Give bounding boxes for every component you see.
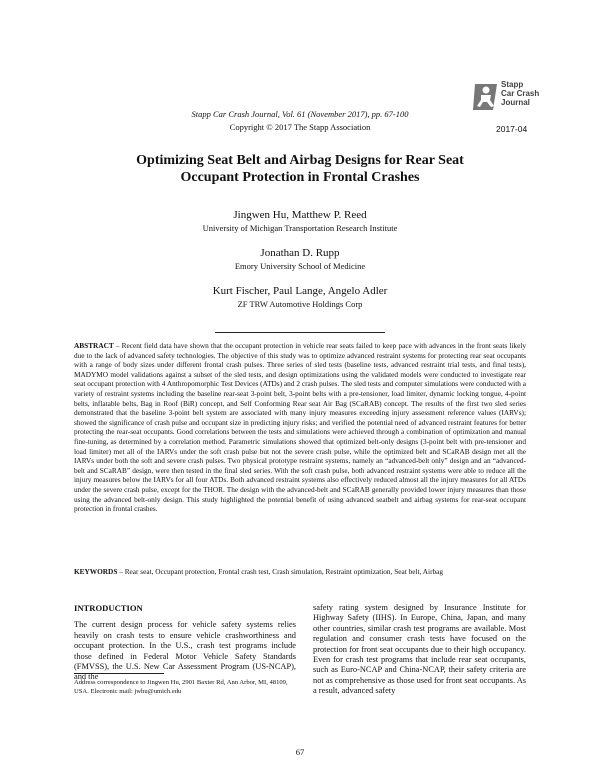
footnote-rule	[74, 673, 164, 674]
page-number: 67	[295, 747, 305, 757]
intro-paragraph-left: The current design process for vehicle safety systems relies heavily on crash tests to ensure vehicle crashworthiness and occupant protection. In the U.S., crash test programs include those defined in Federal Motor Vehicle Safety Standards (FMVSS), the U.S. New Car Assessment Program (US-NCAP), and the	[74, 620, 296, 682]
keywords	[74, 567, 526, 577]
section-heading: INTRODUCTION	[74, 603, 143, 613]
logo-line-1: Stapp	[501, 80, 524, 89]
crash-dummy-icon	[471, 78, 501, 114]
logo-text	[501, 80, 539, 107]
correspondence-footnote: Address correspondence to Jingwen Hu, 2901 Baxter Rd, Ann Arbor, MI, 48109, USA. Electronic mail: jwhu@umich.edu	[74, 679, 288, 695]
author-affiliation: University of Michigan Transportation Research Institute	[202, 223, 398, 233]
paper-number: 2017-04	[496, 124, 528, 134]
separator-rule	[215, 332, 385, 333]
intro-paragraph-right: safety rating system designed by Insurance Institute for Highway Safety (IIHS). In Europe, China, Japan, and many other countries, similar crash test programs are available. Most regulation and consumer crash tests have focused on the protection for front seat occupants due to their high occupancy. Even for crash test programs that include rear seat occupants, such as Euro-NCAP and China-NCAP, their safety criteria are not as comprehensive as those used for front seat occupants. As a result, advanced safety	[313, 603, 526, 696]
logo-line-2: Car Crash	[501, 89, 540, 98]
copyright-line: Copyright © 2017 The Stapp Association	[229, 122, 371, 132]
left-column	[74, 603, 296, 683]
journal-citation: Stapp Car Crash Journal, Vol. 61 (November 2017), pp. 67-100	[191, 109, 409, 119]
author-names: Jonathan D. Rupp	[260, 247, 340, 259]
abstract-text: – Recent field data have shown that the occupant protection in vehicle rear seats failed to keep pace with advances in the front seats likely due to the lack of advanced safety technologies. The objective of this study was to optimize advanced restraint systems for protecting rear seat occupants with a range of body sizes under different frontal crash pulses. Three series of sled tests (baseline tests, advanced restraint trial tests, and final tests), MADYMO model validations against a subset of the sled tests, and design optimizations using the validated models were conducted to investigate rear seat occupant protection with 4 Anthropomorphic Test Devices (ATDs) and 2 crash pulses. The sled tests and computer simulations were conducted with a variety of restraint systems including the baseline rear-seat 3-point belt, 3-point belts with a pre-tensioner, load limiter, dynamic locking tongue, 4-point belts, inflatable belts, Bag in Roof (BiR) concept, and Self Conforming Rear seat Air Bag (SCaRAB) concept. The results of the first two sled series demonstrated that the baseline 3-point belt system are associated with many injury measures exceeding injury assessment reference values (IARVs); showed the significance of crash pulse and occupant size in predicting injury risks; and verified the potential need of advanced restraint features for better protecting the rear-seat occupants. Good correlations between the tests and simulations were achieved through a combination of optimization and manual fine-tuning, as determined by a correlation method. Parametric simulations showed that optimized belt-only designs (3-point belt with pre-tensioner and load limiter) met all of the IARVs under the soft crash pulse but not the severe crash pulse, while the optimized belt and SCaRAB design met all the IARVs under both the soft and severe crash pulses. Two physical prototype restraint systems, namely an “advanced-belt only” design and an “advanced-belt and SCaRAB” design, were then tested in the final sled series. With the soft crash pulse, both advanced restraint systems were able to reduce all the injury measures below the IARVs for all four ATDs. Both advanced restraint systems also effectively reduced almost all the injury measures for all ATDs under the severe crash pulse, except for the THOR. The design with the advanced-belt and SCaRAB generally provided lower injury measures than those using the advanced belt-only design. This study highlighted the potential benefit of using advanced seatbelt and airbag systems for rear-seat occupant protection in frontal crashes.	[74, 341, 526, 514]
right-column	[313, 603, 526, 697]
abstract	[74, 341, 526, 514]
abstract-label: ABSTRACT	[74, 341, 114, 350]
author-names: Jingwen Hu, Matthew P. Reed	[233, 209, 367, 221]
logo-line-3: Journal	[501, 98, 530, 107]
paper-title	[80, 152, 520, 186]
stapp-logo	[471, 78, 541, 122]
keywords-text: – Rear seat, Occupant protection, Frontal crash test, Crash simulation, Restraint optimization, Seat belt, Airbag	[117, 567, 444, 576]
keywords-label: KEYWORDS	[74, 567, 118, 576]
author-names: Kurt Fischer, Paul Lange, Angelo Adler	[212, 285, 388, 297]
author-affiliation: Emory University School of Medicine	[234, 261, 366, 271]
author-affiliation: ZF TRW Automotive Holdings Corp	[237, 299, 363, 309]
title-line-2: Occupant Protection in Frontal Crashes	[180, 170, 420, 185]
title-line-1: Optimizing Seat Belt and Airbag Designs for Rear Seat	[136, 153, 464, 168]
